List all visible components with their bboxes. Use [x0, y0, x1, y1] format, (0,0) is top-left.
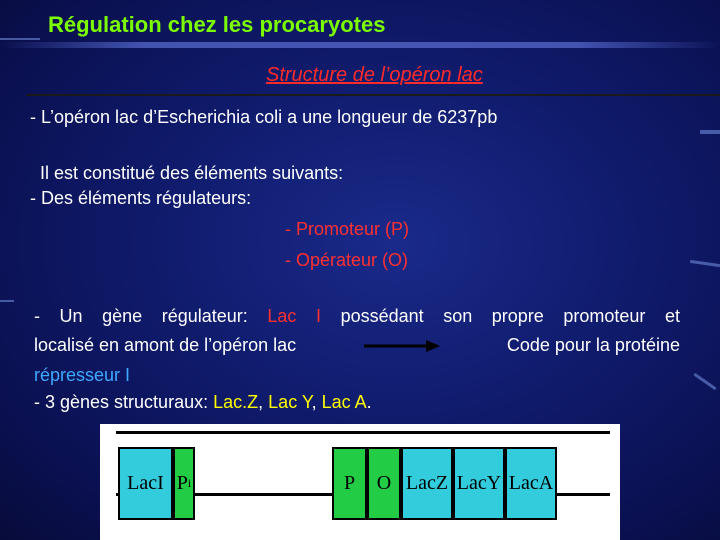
decor-streak: [690, 260, 720, 267]
gene-reg-prefix: - Un gène régulateur:: [34, 306, 248, 326]
decor-streak: [700, 130, 720, 134]
text-length: - L’opéron lac d’Escherichia coli a une longueur de 6237pb: [30, 107, 498, 127]
slide-subtitle: Structure de l’opéron lac: [266, 64, 483, 86]
gene-reg-name: Lac I: [267, 306, 321, 326]
dna-strand-top: [116, 431, 610, 434]
pi-subscript: i: [187, 476, 192, 490]
slide-title: Régulation chez les procaryotes: [48, 12, 386, 37]
period: .: [366, 392, 372, 412]
pi-letter: P: [176, 472, 188, 494]
box-lacz: LacZ: [401, 447, 453, 520]
text-elements-regulateurs: - Des éléments régulateurs:: [30, 188, 252, 208]
text-genes-structuraux: [34, 391, 372, 414]
box-laca: LacA: [505, 447, 557, 520]
box-pi: [173, 447, 195, 520]
gene-reg-suffix: possédant son propre promoteur et: [340, 306, 680, 326]
decor-streak: [0, 38, 40, 40]
gene-a-label: Lac A: [321, 392, 367, 412]
box-lacy: LacY: [453, 447, 505, 520]
text-repressor: répresseur I: [34, 365, 131, 385]
text-localise: localisé en amont de l’opéron lac: [34, 335, 297, 355]
genes-prefix: - 3 gènes structuraux:: [34, 392, 209, 412]
text-code: Code pour la protéine: [506, 335, 680, 355]
comma: ,: [258, 392, 264, 412]
gene-y-label: Lac Y: [268, 392, 312, 412]
text-localise-row: [34, 334, 680, 357]
box-p: P: [332, 447, 367, 520]
text-constitue: Il est constitué des éléments suivants:: [40, 163, 344, 183]
arrow-right-icon: [362, 339, 442, 353]
subtitle-divider: [26, 94, 720, 96]
text-gene-regulateur: [34, 305, 680, 328]
operon-diagram: [100, 424, 620, 540]
title-divider: [0, 42, 720, 48]
decor-streak: [693, 373, 716, 390]
box-laci: LacI: [118, 447, 173, 520]
text-promoteur: - Promoteur (P): [285, 219, 410, 239]
comma: ,: [311, 392, 317, 412]
decor-streak: [0, 300, 14, 302]
box-o: O: [367, 447, 401, 520]
text-operateur: - Opérateur (O): [285, 250, 409, 270]
gene-z-label: Lac.Z: [213, 392, 259, 412]
